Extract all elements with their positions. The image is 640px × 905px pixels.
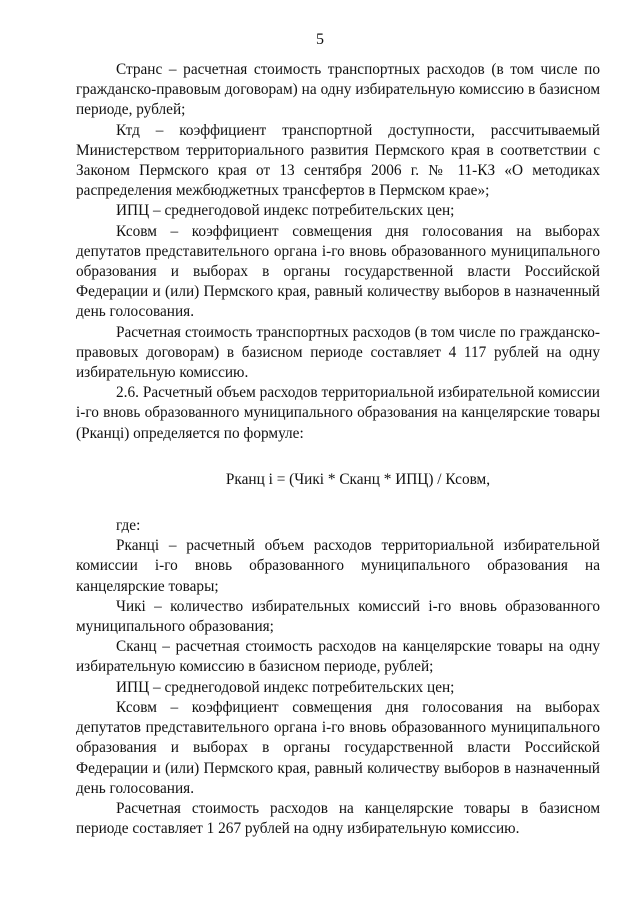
paragraph-skanc-definition: Сканц – расчетная стоимость расходов на канцелярские товары на одну избирательную комиссию в базисном периоде, рублей; — [76, 638, 600, 676]
paragraph-stationery-cost: Расчетная стоимость расходов на канцелярские товары в базисном периоде составляет 1 267 рублей на одну избирательную комиссию. — [76, 799, 600, 838]
paragraph-ipc-definition-2: ИПЦ – среднегодовой индекс потребительских цен; — [116, 678, 455, 696]
formula: Рканц i = (Чикi * Сканц * ИПЦ) / Ксовм, — [225, 470, 491, 488]
paragraph-transport-cost: Расчетная стоимость транспортных расходов (в том числе по гражданско-правовых договорам) в базисном периоде составляет 4 117 рублей на одну избирательную комиссию. — [76, 323, 600, 382]
paragraph-chik-definition: Чикi – количество избирательных комиссий i-го вновь образованного муниципального образования; — [76, 597, 600, 636]
paragraph-section-2-6: 2.6. Расчетный объем расходов территориальной избирательной комиссии i-го вновь образованного муниципального образования на канцелярские товары (Рканцi) определяется по формуле: — [76, 384, 600, 442]
document-body — [76, 60, 600, 839]
paragraph-rkanc-definition: Рканцi – расчетный объем расходов территориальной избирательной комиссии i-го вновь образованного муниципального образования на канцелярские товары; — [76, 537, 600, 595]
page-number: 5 — [316, 31, 324, 48]
paragraph-ktd-definition: Ктд – коэффициент транспортной доступности, рассчитываемый Министерством территориального развития Пермского края в соответствии с Законом Пермского края от 13 сентября 2006 г. № 11-КЗ «О методиках распределения межбюджетных трансфертов в Пермском крае»; — [76, 121, 600, 200]
paragraph-where: где: — [116, 517, 141, 535]
paragraph-ksovm-definition: Ксовм – коэффициент совмещения дня голосования на выборах депутатов представительного органа i-го вновь образованного муниципального образования и выборах в органы государственной власти Российской Федерации и (или) Пермского края, равный количеству выборов в назначенный день голосования. — [76, 222, 600, 321]
paragraph-strans-definition: Странс – расчетная стоимость транспортных расходов (в том числе по гражданско-правовым договорам) на одну избирательную комиссию в базисном периоде, рублей; — [76, 61, 600, 119]
paragraph-ksovm-definition-2: Ксовм – коэффициент совмещения дня голосования на выборах депутатов представительного органа i-го вновь образованного муниципального образования и выборах в органы государственной власти Российской Федерации и (или) Пермского края, равный количеству выборов в назначенный день голосования. — [76, 698, 600, 797]
paragraph-ipc-definition: ИПЦ – среднегодовой индекс потребительских цен; — [116, 202, 455, 220]
